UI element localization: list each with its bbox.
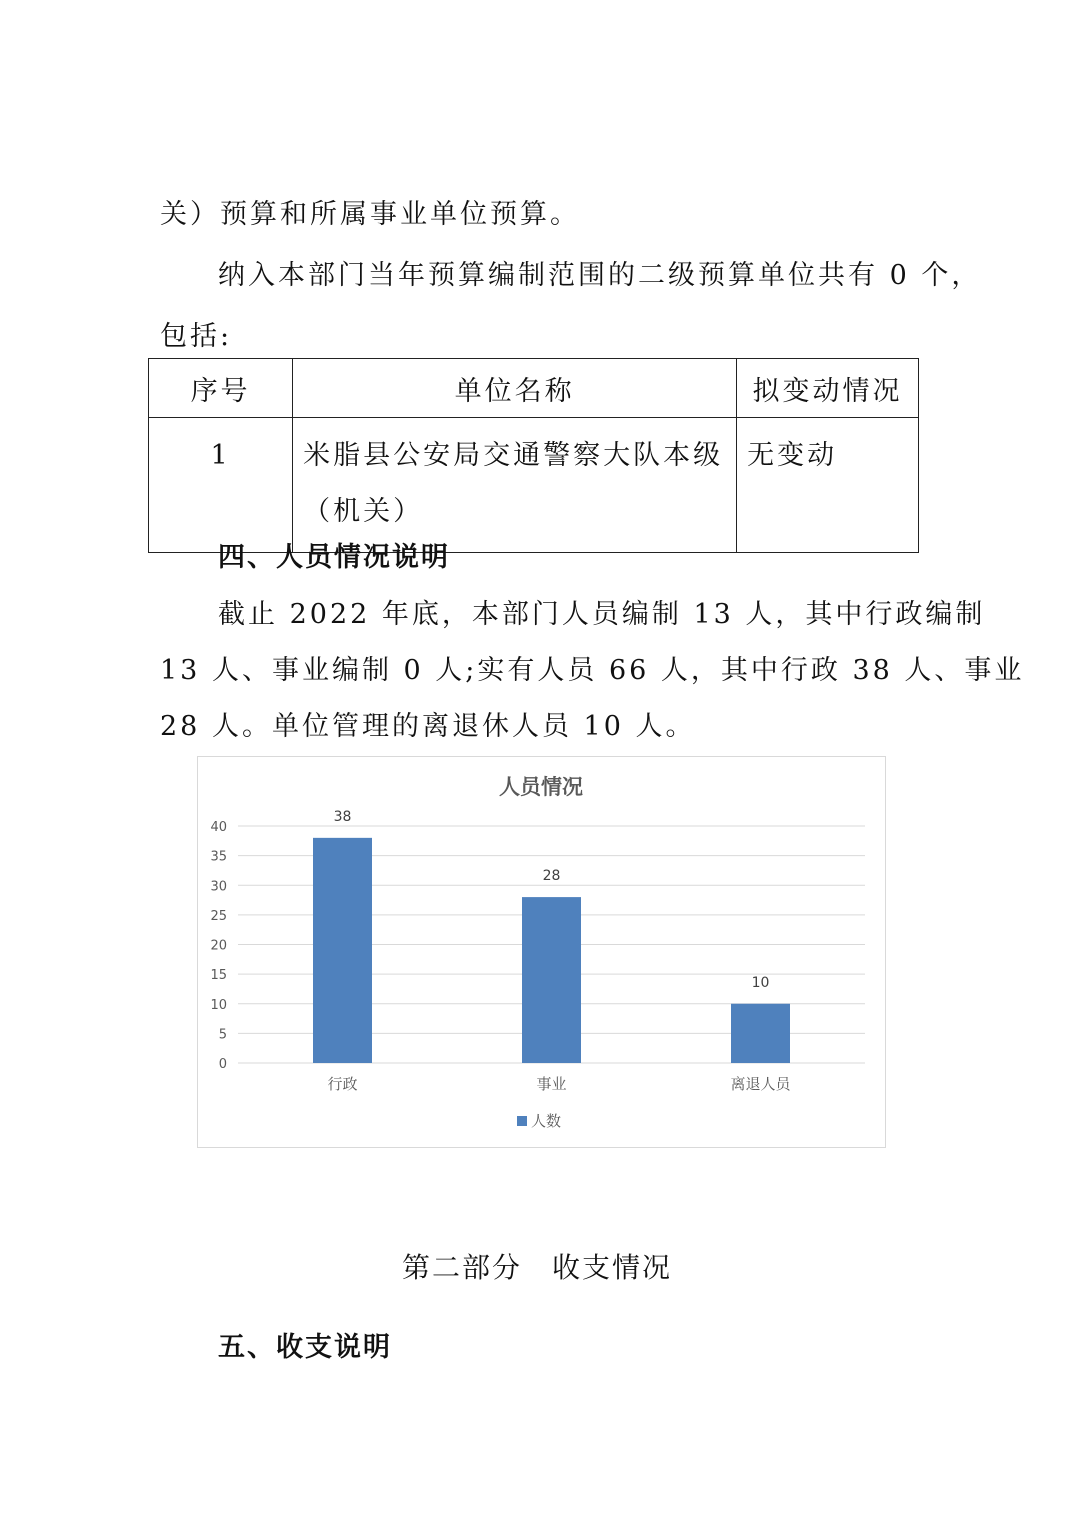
- y-tick-label: 15: [210, 968, 227, 984]
- table-cell-name: [293, 418, 737, 553]
- legend-swatch: [517, 1116, 527, 1126]
- y-tick-label: 0: [218, 1057, 227, 1072]
- table-header-cell: 序号: [149, 359, 293, 418]
- chart-canvas: [198, 757, 885, 1147]
- x-tick-label: 离退人员: [730, 1075, 791, 1093]
- table-cell-change: 无变动: [737, 418, 919, 553]
- y-tick-label: 5: [218, 1027, 227, 1043]
- table-cell-index: 1: [149, 418, 293, 553]
- table-header-cell: 单位名称: [293, 359, 737, 418]
- y-tick-label: 30: [210, 879, 227, 895]
- unit-name-line: （机关）: [303, 496, 424, 527]
- staff-chart: [197, 756, 886, 1148]
- x-tick-label: 行政: [327, 1075, 358, 1093]
- legend-entry: 人数: [531, 1112, 562, 1130]
- y-tick-label: 25: [210, 908, 227, 924]
- paragraph-line: 包括:: [160, 321, 233, 352]
- y-tick-label: 20: [210, 938, 227, 954]
- bar: [522, 897, 581, 1063]
- paragraph-line: 13 人、事业编制 0 人;实有人员 66 人，其中行政 38 人、事业: [160, 655, 1025, 686]
- data-label: 10: [751, 974, 770, 991]
- unit-name-line: 米脂县公安局交通警察大队本级: [303, 440, 724, 471]
- table-row: [149, 418, 919, 553]
- section-heading: 五、收支说明: [218, 1332, 392, 1363]
- table-header-row: [149, 359, 919, 418]
- units-table: [148, 358, 919, 553]
- y-tick-label: 35: [210, 849, 227, 865]
- chart-title: 人员情况: [499, 775, 583, 799]
- table-header-cell: 拟变动情况: [737, 359, 919, 418]
- paragraph-line: 截止 2022 年底，本部门人员编制 13 人，其中行政编制: [218, 599, 986, 630]
- bar: [313, 838, 372, 1063]
- section-heading: 四、人员情况说明: [218, 542, 450, 573]
- y-tick-label: 10: [210, 997, 227, 1013]
- bar: [731, 1004, 790, 1063]
- y-tick-label: 40: [210, 820, 227, 835]
- paragraph-line: 关）预算和所属事业单位预算。: [160, 199, 580, 230]
- data-label: 28: [542, 868, 561, 885]
- x-tick-label: 事业: [536, 1075, 567, 1093]
- paragraph-line: 28 人。单位管理的离退休人员 10 人。: [160, 711, 696, 742]
- paragraph-line: 纳入本部门当年预算编制范围的二级预算单位共有 0 个，: [218, 260, 982, 291]
- data-label: 38: [333, 808, 352, 825]
- part-title: 第二部分 收支情况: [401, 1251, 672, 1284]
